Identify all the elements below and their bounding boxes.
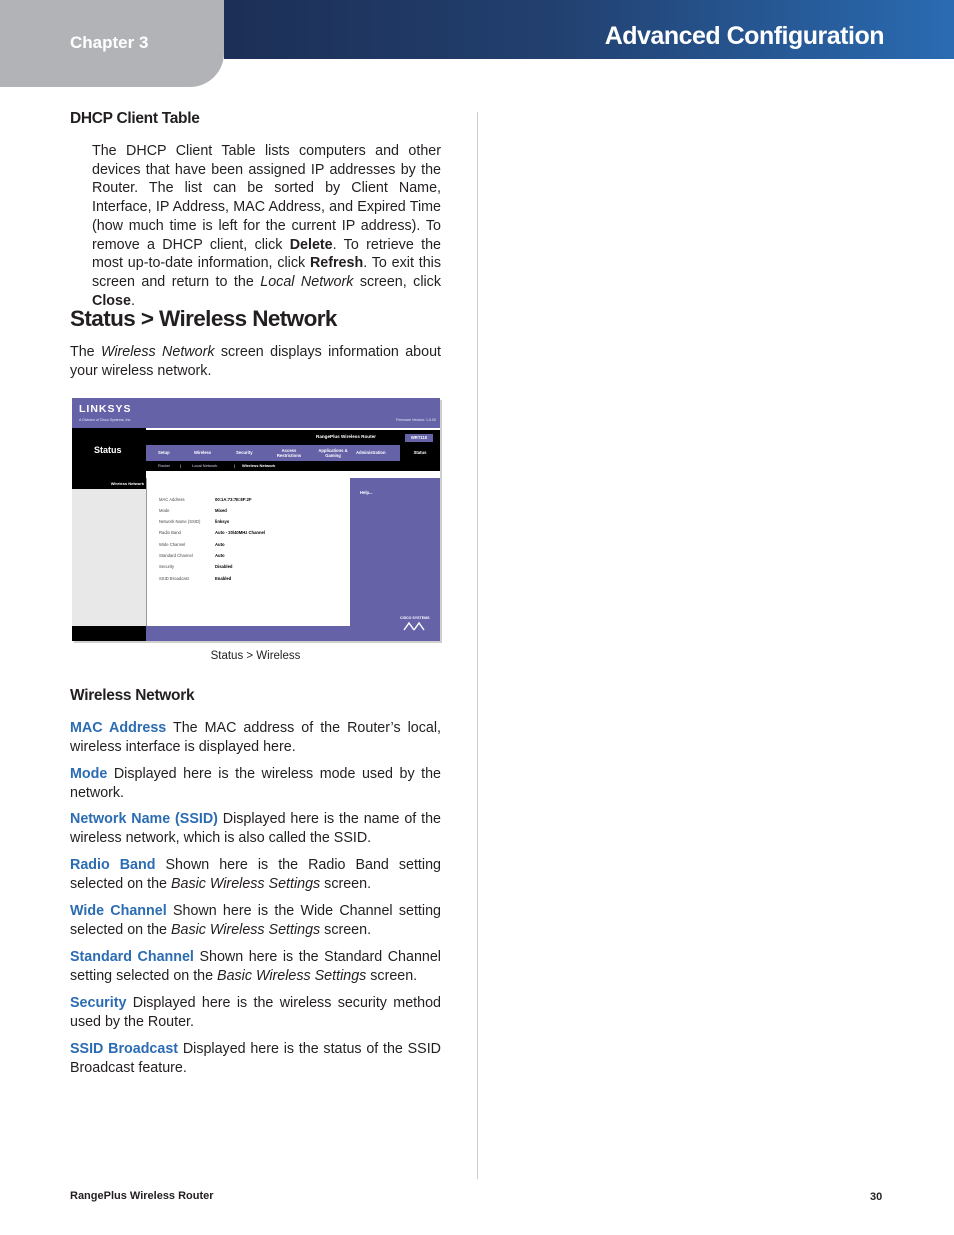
field-value: Enabled xyxy=(215,576,232,581)
side-nav xyxy=(72,478,146,641)
tab-status[interactable]: Status xyxy=(400,445,440,461)
dhcp-heading: DHCP Client Table xyxy=(70,110,200,127)
help-column xyxy=(350,478,440,641)
term-security: Security xyxy=(70,995,127,1011)
term-radio-band: Radio Band xyxy=(70,857,156,873)
field-label: SSID Broadcast xyxy=(159,576,189,581)
header-banner xyxy=(224,0,954,59)
term-standard-channel: Standard Channel xyxy=(70,949,194,965)
field-value: Mixed xyxy=(215,508,227,513)
field-value: linksys xyxy=(215,519,230,524)
term-wide-channel: Wide Channel xyxy=(70,903,167,919)
cisco-label: CISCO SYSTEMS xyxy=(400,616,430,620)
main-tabs xyxy=(146,445,440,461)
field-value: Auto xyxy=(215,553,225,558)
tab-security[interactable]: Security xyxy=(236,450,253,455)
chapter-tab xyxy=(0,0,224,87)
router-screenshot xyxy=(72,398,440,641)
tab-wireless[interactable]: Wireless xyxy=(194,450,212,455)
field-label: Wide Channel xyxy=(159,542,186,547)
help-link[interactable]: Help... xyxy=(360,490,373,495)
tab-administration[interactable]: Administration xyxy=(356,450,386,455)
field-label: Radio Band xyxy=(159,530,181,535)
tab-setup[interactable]: Setup xyxy=(158,450,170,455)
close-term: Close xyxy=(92,292,131,309)
linksys-logo: LINKSYS xyxy=(79,403,132,415)
field-label: Standard Channel xyxy=(159,553,193,558)
screenshot-banner xyxy=(72,398,440,428)
status-label: Status xyxy=(94,445,122,455)
refresh-term: Refresh xyxy=(309,255,364,272)
subtab-local-network[interactable]: Local Network xyxy=(192,463,218,468)
field-value: Auto xyxy=(215,542,225,547)
firmware-version: Firmware Version: 1.0.00 xyxy=(396,418,436,422)
definition-mode: Mode Displayed here is the wireless mode used by the network. xyxy=(70,766,441,801)
bottom-bar xyxy=(146,626,350,641)
page-number: 30 xyxy=(870,1191,883,1203)
status-block xyxy=(72,428,146,478)
definition-radio-band: Radio Band Shown here is the Radio Band setting selected on the Basic Wireless Settings screen. xyxy=(70,857,441,892)
definition-wide-channel: Wide Channel Shown here is the Wide Channel setting selected on the Basic Wireless Settings screen. xyxy=(70,903,441,938)
definition-ssid: Network Name (SSID) Displayed here is the name of the wireless network, which is also called the SSID. xyxy=(70,811,441,846)
field-label: MAC Address xyxy=(159,497,185,502)
term-mode: Mode xyxy=(70,766,108,782)
model-bar xyxy=(146,428,440,445)
field-value: Disabled xyxy=(215,564,233,569)
field-label: Network Name (SSID) xyxy=(159,519,201,524)
product-name: RangePlus Wireless Router xyxy=(316,434,376,439)
tab-access-restrictions[interactable]: Access Restrictions xyxy=(276,448,302,458)
column-divider xyxy=(477,112,478,1179)
cisco-logo-icon xyxy=(402,621,426,631)
tab-applications-gaming[interactable]: Applications & Gaming xyxy=(318,448,348,458)
definition-mac-address: MAC Address The MAC address of the Router’s local, wireless interface is displayed here. xyxy=(70,720,441,755)
field-label: Mode xyxy=(159,508,170,513)
wireless-network-heading: Wireless Network xyxy=(70,687,195,704)
footer-product: RangePlus Wireless Router xyxy=(70,1190,214,1202)
logo-subtitle: A Division of Cisco Systems, Inc. xyxy=(79,418,132,422)
dhcp-paragraph: The DHCP Client Table lists computers and other devices that have been assigned IP addresses by the Router. The list can be sorted by Client Name, Interface, IP Address, MAC Address, and Expired Time (how much time is left for the current IP address). To remove a DHCP client, click Delete. To retrieve the most up-to-date information, click Refresh. To exit this screen and return to the Local Network screen, click Close. xyxy=(92,143,441,309)
definition-standard-channel: Standard Channel Shown here is the Standard Channel setting selected on the Basic Wireless Settings screen. xyxy=(70,949,441,984)
field-value: Auto - 20/40MHz Channel xyxy=(215,530,266,535)
subtab-wireless-network[interactable]: Wireless Network xyxy=(242,463,276,468)
sub-tabs xyxy=(146,461,440,471)
status-wireless-heading: Status > Wireless Network xyxy=(70,306,337,331)
term-ssid-broadcast: SSID Broadcast xyxy=(70,1041,179,1057)
term-mac-address: MAC Address xyxy=(70,720,167,736)
nav-wireless-network: Wireless Network xyxy=(110,481,144,486)
definition-security: Security Displayed here is the wireless security method used by the Router. xyxy=(70,995,441,1030)
status-intro-paragraph: The Wireless Network screen displays information about your wireless network. xyxy=(70,344,441,379)
field-value: 00:1A:73:7E:8F:2F xyxy=(215,497,252,502)
figure-caption: Status > Wireless xyxy=(210,650,301,662)
field-label: Security xyxy=(159,564,175,569)
local-network-term: Local Network xyxy=(260,273,354,290)
page-title: Advanced Configuration xyxy=(604,22,884,50)
delete-term: Delete xyxy=(289,236,333,253)
term-ssid: Network Name (SSID) xyxy=(70,811,218,827)
subtab-separator: | xyxy=(180,463,182,468)
chapter-label: Chapter 3 xyxy=(70,33,149,52)
definition-ssid-broadcast: SSID Broadcast Displayed here is the status of the SSID Broadcast feature. xyxy=(70,1041,441,1076)
subtab-separator: | xyxy=(234,463,236,468)
model-number: WRT110 xyxy=(405,434,433,442)
subtab-router[interactable]: Router xyxy=(158,463,171,468)
status-panel xyxy=(146,478,351,641)
